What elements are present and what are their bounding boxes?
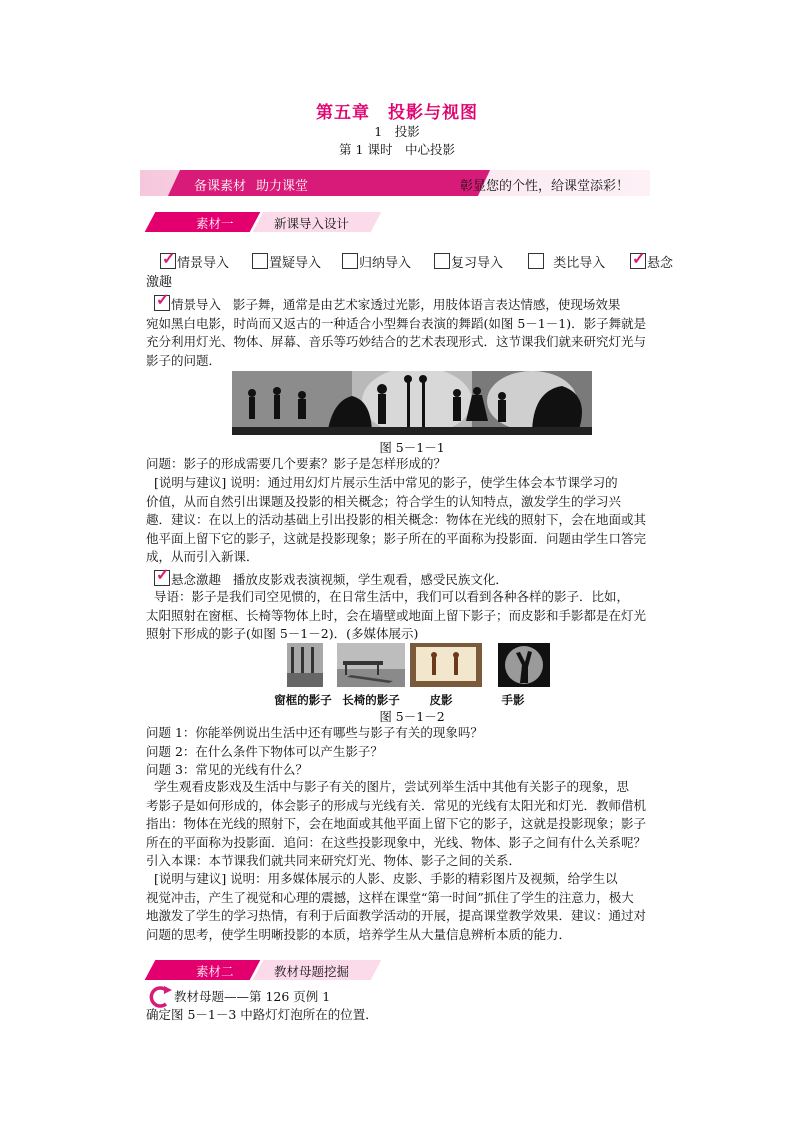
question-main: 问题：影子的形成需要几个要素？影子是怎样形成的？ (146, 456, 447, 471)
checkbox-icon (252, 253, 268, 269)
section-header-1 (150, 212, 390, 232)
intro-paragraph: ✓ 情景导入 影子舞，通常是由艺术家透过光影，用肢体语言表达情感，使现场效果 宛如黑白电影，时尚而又返古的一种适合小型舞台表演的舞蹈(如图 5－1－1)．影子舞就是 充分利用灯光、物体、屏幕、音乐等巧妙结合的艺术表现形式．这节课我们就来研究灯光与 影子的问题． (146, 290, 647, 368)
fig2-label-window: 窗框的影子 (274, 693, 332, 707)
section-header-2 (150, 960, 390, 980)
questions-list (146, 724, 680, 780)
banner-right: 彰显您的个性，给课堂添彩！ (460, 179, 630, 194)
checkbox-icon (342, 253, 358, 269)
check-icon: ✓ (155, 290, 170, 309)
option-3: 归纳导入 (342, 252, 411, 271)
check-icon: ✓ (162, 249, 176, 268)
discussion-paragraph: 学生观看皮影戏及生活中与影子有关的图片，尝试列举生活中其他有关影子的现象，思 考影子是如何形成的，体会影子的形成与光线有关．常见的光线有太阳光和灯光．教师借机 指出：物体在光线的照射下，会在地面或其他平面上留下它的影子，这就是投影现象；影子 所在的平面称为投影面．追问：在这些投影现象中，光线、物体、影子之间有什么关系呢？ 引入本课：本节课我们就共同来研究灯光、物体、影子之间的关系． (146, 779, 647, 869)
shadow-puppet-photo (410, 643, 482, 687)
guide-paragraph: 导语：影子是我们司空见惯的，在日常生活中，我们可以看到各种各样的影子．比如， 太阳照射在窗框、长椅等物体上时，会在墙壁或地面上留下影子；而皮影和手影都是在灯光 照射下形成的影子(如图 5－1－2)．(多媒体展示) (146, 589, 647, 642)
example-title: 教材母题——第 126 页例 1 (174, 989, 331, 1004)
checkbox-icon (630, 249, 646, 269)
example-text: 确定图 5－1－3 中路灯灯泡所在的位置． (146, 1007, 378, 1022)
fig2-label-hand: 手影 (501, 693, 525, 707)
note-2: [说明与建议] 说明：用多媒体展示的人影、皮影、手影的精彩图片及视频，给学生以 视觉冲击，产生了视觉和心理的震撼，这样在课堂“第一时间”抓住了学生的注意力，极大 地激发了学生的学习热情，有利于后面教学活动的开展，提高课堂教学效果．建议：通过对 问题的思考，使学生明晰投影的本质，培养学生从大量信息辨析本质的能力． (146, 871, 647, 942)
banner-middle: 助力课堂 (256, 179, 309, 194)
option-4: 复习导入 (434, 252, 503, 271)
shadow-dance-illustration (232, 371, 592, 435)
window-shadow-photo (287, 643, 323, 687)
check-icon: ✓ (155, 565, 170, 584)
option-6: ✓ 悬念 (632, 249, 674, 271)
section-title: 教材母题挖掘 (274, 964, 350, 979)
fig2-label-bench: 长椅的影子 (342, 693, 400, 707)
checkbox-icon (160, 249, 176, 269)
resource-banner (140, 170, 650, 196)
check-icon: ✓ (632, 249, 646, 268)
option-wrap: 激趣 (146, 275, 173, 290)
section-tag: 素材一 (196, 216, 234, 231)
checkbox-icon (154, 290, 170, 311)
fig2-label-puppet: 皮影 (429, 693, 453, 707)
section-tag: 素材二 (196, 964, 234, 979)
figure-caption-1: 图 5－1－1 (379, 440, 445, 455)
shadow-dance-image (232, 371, 592, 435)
question-3: 问题 3：常见的光线有什么？ (146, 762, 308, 778)
option-1: ✓ 情景导入 (162, 249, 230, 271)
question-2: 问题 2：在什么条件下物体可以产生影子？ (146, 743, 383, 759)
lesson-title: 第 1 课时 中心投影 (339, 142, 455, 157)
checkbox-icon (154, 565, 170, 586)
option-2: 置疑导入 (252, 252, 321, 271)
curved-arrow-icon (146, 986, 176, 1008)
chapter-title: 第五章 投影与视图 (316, 103, 478, 123)
bench-shadow-photo (337, 643, 405, 687)
section-title: 新课导入设计 (274, 216, 350, 231)
checkbox-icon (528, 253, 544, 269)
section-title: 1 投影 (374, 124, 420, 139)
checkbox-icon (434, 253, 450, 269)
intro-2: ✓ 悬念激趣 播放皮影戏表演视频，学生观看，感受民族文化． (155, 565, 508, 587)
question-1: 问题 1：你能举例说出生活中还有哪些与影子有关的现象吗？ (146, 725, 483, 740)
figure-caption-2: 图 5－1－2 (379, 709, 445, 724)
hand-shadow-photo (498, 643, 550, 687)
banner-left: 备课素材 (194, 179, 247, 194)
option-5: 类比导入 (528, 252, 605, 271)
note-1: [说明与建议] 说明：通过用幻灯片展示生活中常见的影子，使学生体会本节课学习的 价值，从而自然引出课题及投影的相关概念；符合学生的认知特点，激发学生的学习兴 趣．建议：在以上的活动基础上引出投影的相关概念：物体在光线的照射下，会在地面或其 他平面上留下它的影子，这就是投影现象；影子所在的平面称为投影面．问题由学生口答完 成，从而引入新课． (146, 475, 647, 565)
